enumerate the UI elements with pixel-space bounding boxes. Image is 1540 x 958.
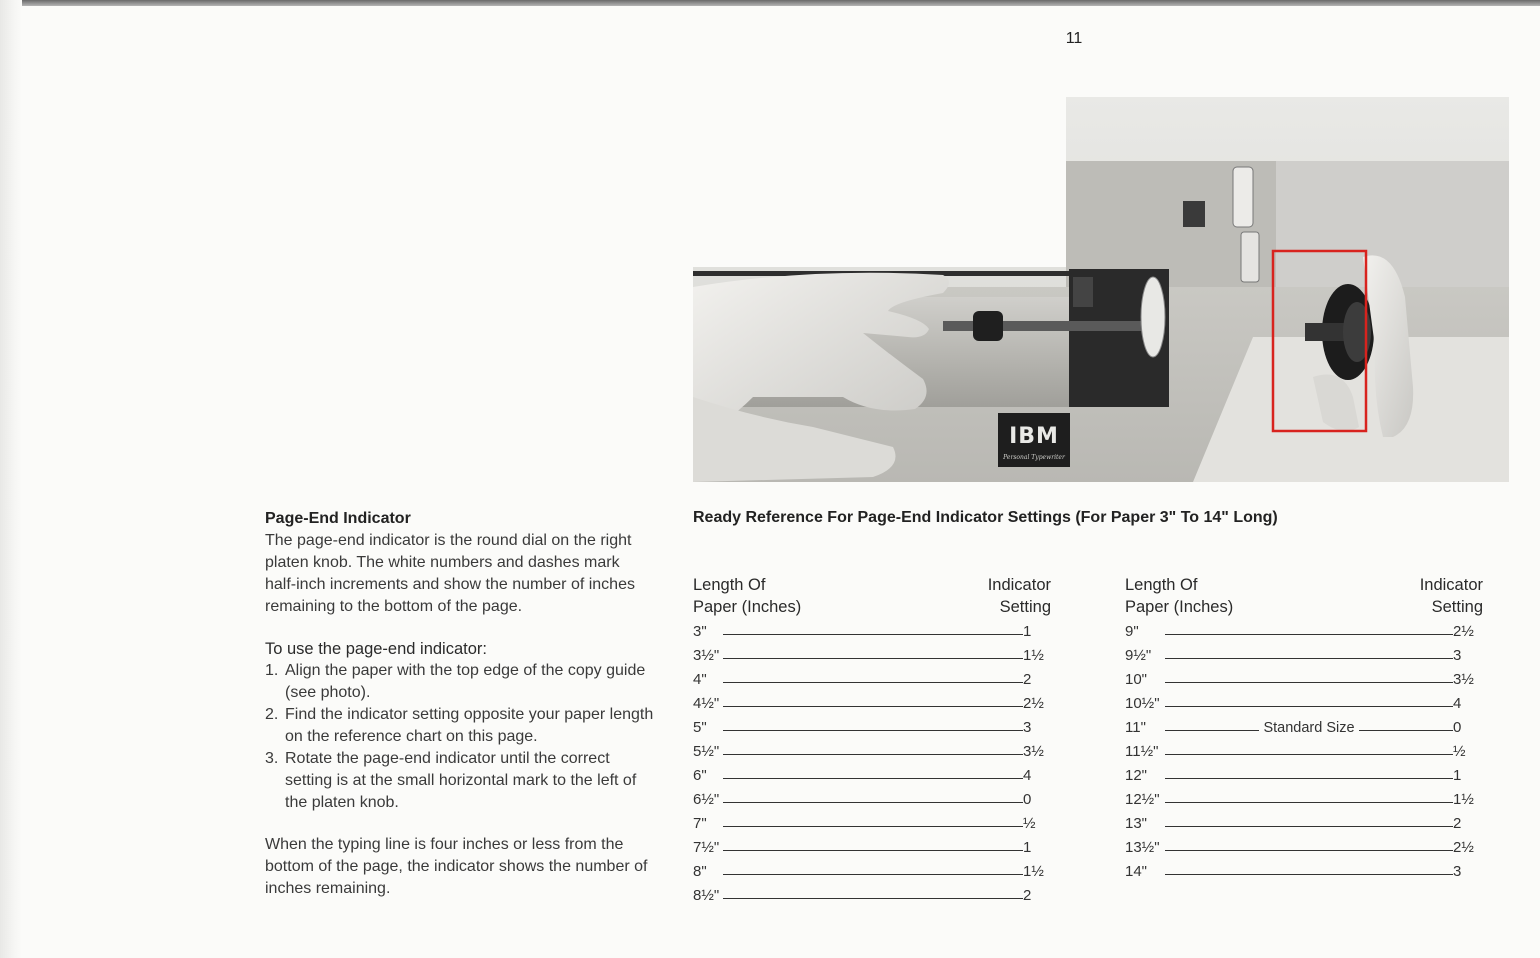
table-row: [693, 884, 1053, 908]
leader-line: [723, 706, 1023, 707]
indicator-setting: 2½: [1453, 623, 1474, 640]
paper-length: 9½": [1125, 647, 1152, 664]
table-row: [1125, 740, 1485, 764]
paper-length: 12½": [1125, 791, 1160, 808]
header-line: Length Of: [1125, 576, 1198, 594]
length-column-header: [1125, 574, 1233, 618]
indicator-setting: 0: [1023, 791, 1032, 808]
indicator-setting: 1½: [1023, 863, 1044, 880]
header-line: Paper (Inches): [693, 598, 802, 616]
table-row: [693, 812, 1053, 836]
instruction-steps: [265, 660, 655, 814]
page-number: 11: [1065, 30, 1083, 47]
table-row: [693, 644, 1053, 668]
paper-length: 8": [693, 863, 707, 880]
indicator-setting: ½: [1453, 743, 1466, 760]
indicator-setting: 1½: [1023, 647, 1044, 664]
standard-size-label: [1165, 716, 1453, 740]
indicator-setting: 3: [1453, 863, 1462, 880]
step-text: Rotate the page-end indicator until the correct setting is at the small horizontal mark to the left of the platen knob.: [285, 750, 637, 811]
table-row: [1125, 764, 1485, 788]
leader-line: [1165, 778, 1453, 779]
leader-line: [1165, 802, 1453, 803]
leader-line: [1165, 634, 1453, 635]
leader-line: [723, 754, 1023, 755]
step-text: Find the indicator setting opposite your paper length on the reference chart on this page.: [285, 706, 654, 745]
paper-length: 6": [693, 767, 707, 784]
paper-length: 10": [1125, 671, 1148, 688]
leader-line: [723, 658, 1023, 659]
table-body: [693, 620, 1053, 908]
paper-length: 9": [1125, 623, 1139, 640]
leader-line: [723, 898, 1023, 899]
leader-line: [723, 778, 1023, 779]
leader-line: [723, 730, 1023, 731]
indicator-setting: 1: [1023, 623, 1032, 640]
paper-length: 10½": [1125, 695, 1160, 712]
paper-length: 11½": [1125, 743, 1159, 760]
table-row: [693, 740, 1053, 764]
table-row: [1125, 860, 1485, 884]
leader-line: [723, 874, 1023, 875]
reference-table-left: [693, 574, 1053, 908]
paper-length: 6½": [693, 791, 720, 808]
indicator-setting: 3: [1453, 647, 1462, 664]
paper-length: 5": [693, 719, 707, 736]
leader-line: [1165, 658, 1453, 659]
paper-length: 7": [693, 815, 707, 832]
top-border: [0, 0, 1540, 6]
indicator-setting: 3: [1023, 719, 1032, 736]
header-line: Setting: [1431, 598, 1483, 616]
table-row: [693, 860, 1053, 884]
leader-line: [723, 634, 1023, 635]
chart-title: Ready Reference For Page-End Indicator Settings (For Paper 3" To 14" Long): [693, 509, 1278, 526]
leader-line: [1165, 874, 1453, 875]
typewriter-photo: [693, 97, 1509, 482]
typewriter-illustration: [693, 97, 1509, 482]
indicator-setting: 3½: [1023, 743, 1044, 760]
step-text: Align the paper with the top edge of the copy guide (see photo).: [285, 662, 646, 701]
table-row: [693, 668, 1053, 692]
paper-length: 5½": [693, 743, 720, 760]
paper-length: 4": [693, 671, 707, 688]
setting-column-header: [988, 574, 1051, 618]
table-row: [693, 692, 1053, 716]
indicator-setting: ½: [1023, 815, 1036, 832]
table-row: [1125, 620, 1485, 644]
leader-line: [723, 802, 1023, 803]
step-item: [265, 660, 655, 704]
paper-length: 3½": [693, 647, 720, 664]
section-heading: Page-End Indicator: [265, 510, 411, 527]
indicator-setting: 1½: [1453, 791, 1474, 808]
indicator-setting: 2: [1453, 815, 1462, 832]
table-row: [1125, 788, 1485, 812]
length-column-header: [693, 574, 801, 618]
leader-line: [1165, 850, 1453, 851]
indicator-setting: 4: [1023, 767, 1032, 784]
paper-length: 7½": [693, 839, 720, 856]
step-number: 2.: [265, 706, 279, 723]
paper-length: 13½": [1125, 839, 1160, 856]
step-number: 1.: [265, 662, 279, 679]
paper-length: 11": [1125, 719, 1146, 736]
table-header: [1125, 574, 1485, 620]
instructions-subheading: To use the page-end indicator:: [265, 640, 487, 658]
indicator-setting: 2½: [1023, 695, 1044, 712]
table-body: [1125, 620, 1485, 884]
indicator-setting: 2½: [1453, 839, 1474, 856]
table-row: [1125, 692, 1485, 716]
paper-length: 13": [1125, 815, 1148, 832]
table-row: [1125, 644, 1485, 668]
indicator-setting: 2: [1023, 671, 1032, 688]
table-row: [693, 620, 1053, 644]
table-header: [693, 574, 1053, 620]
leader-line: [723, 850, 1023, 851]
standard-size-text: Standard Size: [1259, 720, 1358, 736]
step-number: 3.: [265, 750, 279, 767]
step-item: [265, 748, 655, 814]
page-binding-edge: [0, 0, 22, 958]
header-line: Length Of: [693, 576, 766, 594]
leader-line: [1165, 682, 1453, 683]
leader-line: [723, 682, 1023, 683]
reference-table-right: [1125, 574, 1485, 884]
table-row: [1125, 812, 1485, 836]
closing-paragraph: When the typing line is four inches or less from the bottom of the page, the indicator shows the number of inches remaining.: [265, 836, 648, 897]
paper-length: 3": [693, 623, 707, 640]
table-row: [1125, 668, 1485, 692]
table-row: [693, 764, 1053, 788]
paper-length: 12": [1125, 767, 1148, 784]
paper-length: 8½": [693, 887, 720, 904]
header-line: Paper (Inches): [1125, 598, 1234, 616]
indicator-setting: 1: [1453, 767, 1462, 784]
leader-line: [723, 826, 1023, 827]
table-row: [693, 788, 1053, 812]
header-line: Indicator: [1419, 576, 1483, 594]
indicator-setting: 0: [1453, 719, 1462, 736]
paper-length: 4½": [693, 695, 720, 712]
table-row: [693, 836, 1053, 860]
header-line: Indicator: [987, 576, 1051, 594]
leader-line: [1165, 754, 1453, 755]
header-line: Setting: [999, 598, 1051, 616]
leader-line: [1165, 826, 1453, 827]
indicator-setting: 2: [1023, 887, 1032, 904]
intro-paragraph: The page-end indicator is the round dial on the right platen knob. The white numbers and dashes mark half-inch increments and show the number of inches remaining to the bottom of the page.: [265, 532, 635, 615]
paper-length: 14": [1125, 863, 1148, 880]
indicator-setting: 3½: [1453, 671, 1474, 688]
ibm-logo-text: IBM: [1009, 424, 1059, 449]
page-end-indicator-section: [265, 508, 655, 900]
table-row: [1125, 836, 1485, 860]
setting-column-header: [1420, 574, 1483, 618]
leader-line: [1165, 706, 1453, 707]
table-row: [693, 716, 1053, 740]
indicator-setting: 4: [1453, 695, 1462, 712]
step-item: [265, 704, 655, 748]
table-row: [1125, 716, 1485, 740]
ibm-logo-script: Personal Typewriter: [1003, 454, 1065, 461]
indicator-setting: 1: [1023, 839, 1032, 856]
